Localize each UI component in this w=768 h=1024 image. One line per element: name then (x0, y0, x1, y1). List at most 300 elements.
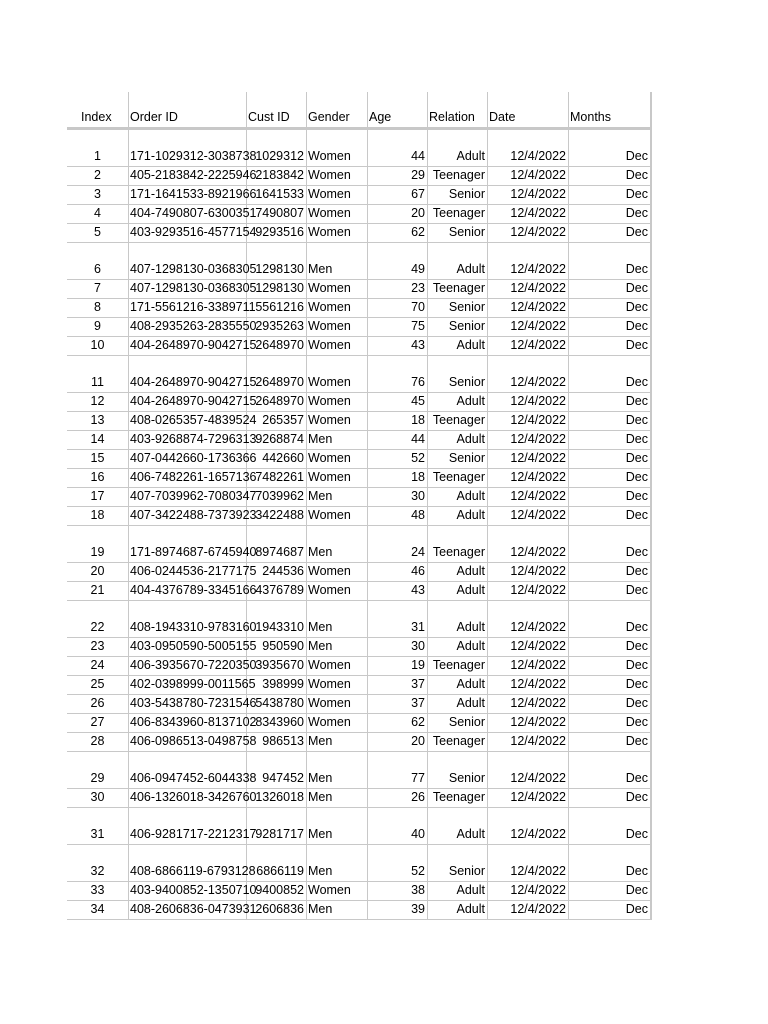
cell-age[interactable]: 18 (368, 469, 428, 487)
cell-date[interactable]: 12/4/2022 (488, 507, 569, 525)
cell-relation[interactable]: Teenager (428, 733, 488, 751)
cell-index[interactable]: 27 (90, 715, 105, 729)
header-cust-id[interactable]: Cust ID (247, 92, 307, 127)
cell-age[interactable]: 39 (368, 901, 428, 919)
cell-gender[interactable]: Men (307, 733, 368, 751)
cell-date[interactable]: 12/4/2022 (488, 714, 569, 732)
cell-date[interactable]: 12/4/2022 (488, 752, 569, 788)
table-row (67, 714, 652, 733)
cell-order-id[interactable]: 407-0442660-1736366 (128, 450, 247, 468)
cell-index[interactable]: 33 (90, 883, 105, 897)
cell-age[interactable]: 43 (368, 582, 428, 600)
cell-order-id[interactable]: 403-0950590-5005155 (128, 638, 247, 656)
cell-relation[interactable]: Senior (428, 318, 488, 336)
table-row (67, 469, 652, 488)
cell-index[interactable]: 31 (90, 827, 105, 841)
cell-relation[interactable]: Adult (428, 130, 488, 166)
table-row (67, 808, 652, 845)
cell-order-id[interactable]: 407-1298130-0368305 (128, 280, 247, 298)
cell-month[interactable]: Dec (569, 601, 652, 637)
cell-gender[interactable]: Women (307, 205, 368, 223)
table-row (67, 167, 652, 186)
cell-relation[interactable]: Teenager (428, 280, 488, 298)
cell-age[interactable]: 45 (368, 393, 428, 411)
cell-order-id[interactable]: 403-9268874-7296313 (128, 431, 247, 449)
cell-gender[interactable]: Men (307, 431, 368, 449)
cell-gender[interactable]: Women (307, 224, 368, 242)
cell-age[interactable]: 52 (368, 845, 428, 881)
cell-order-id[interactable]: 171-1029312-3038738 (128, 130, 247, 166)
cell-cust-id[interactable]: 265357 (247, 412, 307, 430)
cell-cust-id[interactable]: 5561216 (247, 299, 307, 317)
cell-index[interactable]: 25 (90, 677, 105, 691)
cell-order-id[interactable]: 171-1641533-8921966 (128, 186, 247, 204)
cell-order-id[interactable]: 404-2648970-9042715 (128, 393, 247, 411)
cell-cust-id[interactable]: 947452 (247, 752, 307, 788)
cell-cust-id[interactable]: 8974687 (247, 526, 307, 562)
cell-date[interactable]: 12/4/2022 (488, 450, 569, 468)
cell-order-id[interactable]: 406-1326018-3426760 (128, 789, 247, 807)
cell-cust-id[interactable]: 3935670 (247, 657, 307, 675)
cell-relation[interactable]: Adult (428, 901, 488, 919)
cell-date[interactable]: 12/4/2022 (488, 167, 569, 185)
cell-order-id[interactable]: 408-2935263-2835550 (128, 318, 247, 336)
header-gender[interactable]: Gender (307, 92, 368, 127)
cell-month[interactable]: Dec (569, 280, 652, 298)
cell-relation[interactable]: Adult (428, 243, 488, 279)
header-months[interactable]: Months (569, 92, 652, 127)
cell-index[interactable]: 34 (90, 902, 105, 916)
cell-gender[interactable]: Women (307, 657, 368, 675)
cell-age[interactable]: 29 (368, 167, 428, 185)
cell-relation[interactable]: Adult (428, 808, 488, 844)
cell-order-id[interactable]: 406-0986513-0498758 (128, 733, 247, 751)
cell-age[interactable]: 76 (368, 356, 428, 392)
cell-relation[interactable]: Senior (428, 845, 488, 881)
cell-cust-id[interactable]: 3422488 (247, 507, 307, 525)
cell-gender[interactable]: Women (307, 714, 368, 732)
cell-month[interactable]: Dec (569, 337, 652, 355)
cell-gender[interactable]: Women (307, 280, 368, 298)
header-relation[interactable]: Relation (428, 92, 488, 127)
cell-order-id[interactable]: 171-8974687-6745940 (128, 526, 247, 562)
cell-age[interactable]: 20 (368, 205, 428, 223)
cell-date[interactable]: 12/4/2022 (488, 337, 569, 355)
cell-relation[interactable]: Senior (428, 299, 488, 317)
cell-age[interactable]: 62 (368, 714, 428, 732)
cell-order-id[interactable]: 403-9293516-4577154 (128, 224, 247, 242)
cell-cust-id[interactable]: 950590 (247, 638, 307, 656)
cell-relation[interactable]: Teenager (428, 657, 488, 675)
cell-age[interactable]: 26 (368, 789, 428, 807)
cell-relation[interactable]: Senior (428, 224, 488, 242)
cell-relation[interactable]: Senior (428, 186, 488, 204)
cell-month[interactable]: Dec (569, 507, 652, 525)
cell-age[interactable]: 19 (368, 657, 428, 675)
cell-order-id[interactable]: 405-2183842-2225946 (128, 167, 247, 185)
cell-cust-id[interactable]: 7482261 (247, 469, 307, 487)
cell-date[interactable]: 12/4/2022 (488, 318, 569, 336)
cell-index[interactable]: 8 (94, 300, 101, 314)
cell-month[interactable]: Dec (569, 845, 652, 881)
cell-gender[interactable]: Women (307, 582, 368, 600)
cell-index[interactable]: 21 (90, 583, 105, 597)
cell-relation[interactable]: Teenager (428, 789, 488, 807)
cell-relation[interactable]: Adult (428, 507, 488, 525)
cell-gender[interactable]: Men (307, 808, 368, 844)
header-age[interactable]: Age (368, 92, 428, 127)
cell-date[interactable]: 12/4/2022 (488, 789, 569, 807)
table-row (67, 657, 652, 676)
cell-date[interactable]: 12/4/2022 (488, 882, 569, 900)
cell-gender[interactable]: Women (307, 469, 368, 487)
cell-order-id[interactable]: 407-3422488-7373923 (128, 507, 247, 525)
cell-relation[interactable]: Adult (428, 638, 488, 656)
cell-index[interactable]: 3 (94, 187, 101, 201)
table-row (67, 676, 652, 695)
cell-relation[interactable]: Senior (428, 714, 488, 732)
cell-index[interactable]: 32 (90, 864, 105, 878)
cell-age[interactable]: 20 (368, 733, 428, 751)
table-row (67, 130, 652, 167)
cell-cust-id[interactable]: 2648970 (247, 393, 307, 411)
cell-date[interactable]: 12/4/2022 (488, 657, 569, 675)
cell-gender[interactable]: Men (307, 752, 368, 788)
cell-date[interactable]: 12/4/2022 (488, 393, 569, 411)
cell-month[interactable]: Dec (569, 714, 652, 732)
cell-cust-id[interactable]: 4376789 (247, 582, 307, 600)
cell-relation[interactable]: Teenager (428, 526, 488, 562)
cell-month[interactable]: Dec (569, 733, 652, 751)
cell-index[interactable]: 4 (94, 206, 101, 220)
cell-order-id[interactable]: 407-7039962-7080347 (128, 488, 247, 506)
cell-month[interactable]: Dec (569, 808, 652, 844)
cell-age[interactable]: 40 (368, 808, 428, 844)
cell-cust-id[interactable]: 6866119 (247, 845, 307, 881)
cell-order-id[interactable]: 408-1943310-9783160 (128, 601, 247, 637)
cell-order-id[interactable]: 404-2648970-9042715 (128, 356, 247, 392)
cell-index[interactable]: 10 (90, 338, 105, 352)
table-row (67, 845, 652, 882)
cell-relation[interactable]: Adult (428, 695, 488, 713)
table-row (67, 901, 652, 920)
cell-date[interactable]: 12/4/2022 (488, 186, 569, 204)
cell-relation[interactable]: Teenager (428, 205, 488, 223)
table-row (67, 789, 652, 808)
cell-age[interactable]: 37 (368, 676, 428, 694)
cell-order-id[interactable]: 404-4376789-3345166 (128, 582, 247, 600)
cell-index[interactable]: 9 (94, 319, 101, 333)
cell-age[interactable]: 49 (368, 243, 428, 279)
cell-index[interactable]: 22 (90, 620, 105, 634)
cell-month[interactable]: Dec (569, 130, 652, 166)
cell-month[interactable]: Dec (569, 582, 652, 600)
cell-age[interactable]: 52 (368, 450, 428, 468)
cell-relation[interactable]: Adult (428, 393, 488, 411)
table-row (67, 450, 652, 469)
cell-gender[interactable]: Men (307, 488, 368, 506)
cell-order-id[interactable]: 406-8343960-8137102 (128, 714, 247, 732)
cell-month[interactable]: Dec (569, 657, 652, 675)
cell-index[interactable]: 5 (94, 225, 101, 239)
cell-date[interactable]: 12/4/2022 (488, 280, 569, 298)
cell-age[interactable]: 77 (368, 752, 428, 788)
cell-month[interactable]: Dec (569, 412, 652, 430)
cell-gender[interactable]: Men (307, 845, 368, 881)
cell-age[interactable]: 48 (368, 507, 428, 525)
cell-age[interactable]: 38 (368, 882, 428, 900)
cell-index[interactable]: 30 (90, 790, 105, 804)
cell-order-id[interactable]: 404-2648970-9042715 (128, 337, 247, 355)
cell-cust-id[interactable]: 2183842 (247, 167, 307, 185)
cell-cust-id[interactable]: 2935263 (247, 318, 307, 336)
cell-cust-id[interactable]: 244536 (247, 563, 307, 581)
cell-date[interactable]: 12/4/2022 (488, 299, 569, 317)
cell-gender[interactable]: Women (307, 299, 368, 317)
table-body (67, 130, 652, 920)
cell-date[interactable]: 12/4/2022 (488, 582, 569, 600)
cell-index[interactable]: 28 (90, 734, 105, 748)
cell-month[interactable]: Dec (569, 243, 652, 279)
cell-gender[interactable]: Women (307, 695, 368, 713)
cell-index[interactable]: 14 (90, 432, 105, 446)
cell-index[interactable]: 29 (90, 771, 105, 785)
table-row (67, 601, 652, 638)
cell-relation[interactable]: Adult (428, 431, 488, 449)
cell-index[interactable]: 11 (91, 375, 104, 389)
cell-order-id[interactable]: 406-7482261-1657136 (128, 469, 247, 487)
cell-date[interactable]: 12/4/2022 (488, 469, 569, 487)
cell-date[interactable]: 12/4/2022 (488, 526, 569, 562)
cell-month[interactable]: Dec (569, 901, 652, 919)
cell-date[interactable]: 12/4/2022 (488, 733, 569, 751)
cell-month[interactable]: Dec (569, 638, 652, 656)
cell-cust-id[interactable]: 9293516 (247, 224, 307, 242)
cell-date[interactable]: 12/4/2022 (488, 412, 569, 430)
cell-date[interactable]: 12/4/2022 (488, 845, 569, 881)
cell-date[interactable]: 12/4/2022 (488, 356, 569, 392)
cell-relation[interactable]: Adult (428, 337, 488, 355)
cell-gender[interactable]: Men (307, 901, 368, 919)
cell-cust-id[interactable]: 1029312 (247, 130, 307, 166)
cell-age[interactable]: 37 (368, 695, 428, 713)
cell-gender[interactable]: Women (307, 337, 368, 355)
cell-age[interactable]: 31 (368, 601, 428, 637)
cell-cust-id[interactable]: 2648970 (247, 337, 307, 355)
cell-date[interactable]: 12/4/2022 (488, 638, 569, 656)
cell-date[interactable]: 12/4/2022 (488, 563, 569, 581)
cell-cust-id[interactable]: 1298130 (247, 243, 307, 279)
cell-gender[interactable]: Men (307, 526, 368, 562)
cell-cust-id[interactable]: 1326018 (247, 789, 307, 807)
cell-month[interactable]: Dec (569, 882, 652, 900)
cell-order-id[interactable]: 408-0265357-4839524 (128, 412, 247, 430)
cell-index[interactable]: 24 (90, 658, 105, 672)
cell-gender[interactable]: Men (307, 243, 368, 279)
cell-gender[interactable]: Women (307, 412, 368, 430)
cell-relation[interactable]: Adult (428, 488, 488, 506)
cell-order-id[interactable]: 408-2606836-0473931 (128, 901, 247, 919)
cell-cust-id[interactable]: 986513 (247, 733, 307, 751)
table-row (67, 526, 652, 563)
cell-index[interactable]: 19 (90, 545, 105, 559)
cell-month[interactable]: Dec (569, 488, 652, 506)
cell-age[interactable]: 70 (368, 299, 428, 317)
cell-gender[interactable]: Women (307, 563, 368, 581)
cell-cust-id[interactable]: 398999 (247, 676, 307, 694)
cell-index[interactable]: 12 (90, 394, 105, 408)
cell-cust-id[interactable]: 2648970 (247, 356, 307, 392)
cell-gender[interactable]: Women (307, 167, 368, 185)
cell-month[interactable]: Dec (569, 752, 652, 788)
cell-date[interactable]: 12/4/2022 (488, 243, 569, 279)
cell-date[interactable]: 12/4/2022 (488, 676, 569, 694)
cell-age[interactable]: 30 (368, 488, 428, 506)
cell-age[interactable]: 43 (368, 337, 428, 355)
cell-gender[interactable]: Women (307, 186, 368, 204)
cell-index[interactable]: 16 (90, 470, 105, 484)
cell-cust-id[interactable]: 1943310 (247, 601, 307, 637)
cell-cust-id[interactable]: 2606836 (247, 901, 307, 919)
table-row (67, 243, 652, 280)
cell-month[interactable]: Dec (569, 186, 652, 204)
cell-index[interactable]: 2 (94, 168, 101, 182)
cell-date[interactable]: 12/4/2022 (488, 224, 569, 242)
cell-date[interactable]: 12/4/2022 (488, 130, 569, 166)
cell-order-id[interactable]: 406-0947452-6044338 (128, 752, 247, 788)
cell-age[interactable]: 30 (368, 638, 428, 656)
cell-date[interactable]: 12/4/2022 (488, 431, 569, 449)
cell-month[interactable]: Dec (569, 676, 652, 694)
cell-month[interactable]: Dec (569, 167, 652, 185)
cell-month[interactable]: Dec (569, 526, 652, 562)
cell-gender[interactable]: Women (307, 507, 368, 525)
cell-month[interactable]: Dec (569, 224, 652, 242)
cell-month[interactable]: Dec (569, 393, 652, 411)
table-row (67, 638, 652, 657)
cell-month[interactable]: Dec (569, 563, 652, 581)
cell-cust-id[interactable]: 9281717 (247, 808, 307, 844)
cell-cust-id[interactable]: 5438780 (247, 695, 307, 713)
cell-relation[interactable]: Senior (428, 450, 488, 468)
cell-gender[interactable]: Men (307, 789, 368, 807)
cell-age[interactable]: 62 (368, 224, 428, 242)
cell-order-id[interactable]: 406-9281717-2212317 (128, 808, 247, 844)
cell-index[interactable]: 17 (90, 489, 105, 503)
cell-age[interactable]: 18 (368, 412, 428, 430)
cell-order-id[interactable]: 403-5438780-7231546 (128, 695, 247, 713)
cell-cust-id[interactable]: 7490807 (247, 205, 307, 223)
cell-month[interactable]: Dec (569, 431, 652, 449)
cell-order-id[interactable]: 408-6866119-6793128 (128, 845, 247, 881)
table-row (67, 299, 652, 318)
cell-cust-id[interactable]: 1298130 (247, 280, 307, 298)
cell-month[interactable]: Dec (569, 695, 652, 713)
cell-date[interactable]: 12/4/2022 (488, 808, 569, 844)
table-row (67, 507, 652, 526)
cell-cust-id[interactable]: 8343960 (247, 714, 307, 732)
cell-order-id[interactable]: 406-3935670-7220350 (128, 657, 247, 675)
cell-relation[interactable]: Teenager (428, 167, 488, 185)
table-row (67, 882, 652, 901)
cell-month[interactable]: Dec (569, 789, 652, 807)
cell-relation[interactable]: Adult (428, 582, 488, 600)
cell-order-id[interactable]: 403-9400852-1350710 (128, 882, 247, 900)
cell-cust-id[interactable]: 1641533 (247, 186, 307, 204)
cell-relation[interactable]: Adult (428, 676, 488, 694)
cell-cust-id[interactable]: 9400852 (247, 882, 307, 900)
cell-gender[interactable]: Women (307, 450, 368, 468)
table-row (67, 733, 652, 752)
header-index[interactable]: Index (81, 110, 112, 124)
cell-cust-id[interactable]: 7039962 (247, 488, 307, 506)
cell-month[interactable]: Dec (569, 469, 652, 487)
cell-gender[interactable]: Men (307, 638, 368, 656)
cell-month[interactable]: Dec (569, 450, 652, 468)
cell-index[interactable]: 18 (90, 508, 105, 522)
cell-relation[interactable]: Adult (428, 563, 488, 581)
cell-date[interactable]: 12/4/2022 (488, 488, 569, 506)
cell-age[interactable]: 67 (368, 186, 428, 204)
cell-month[interactable]: Dec (569, 205, 652, 223)
cell-relation[interactable]: Senior (428, 356, 488, 392)
cell-relation[interactable]: Adult (428, 601, 488, 637)
cell-index[interactable]: 26 (90, 696, 105, 710)
cell-date[interactable]: 12/4/2022 (488, 205, 569, 223)
cell-gender[interactable]: Women (307, 882, 368, 900)
cell-gender[interactable]: Women (307, 130, 368, 166)
cell-date[interactable]: 12/4/2022 (488, 695, 569, 713)
cell-index[interactable]: 1 (94, 149, 101, 163)
cell-relation[interactable]: Senior (428, 752, 488, 788)
cell-order-id[interactable]: 404-7490807-6300351 (128, 205, 247, 223)
cell-age[interactable]: 24 (368, 526, 428, 562)
cell-gender[interactable]: Women (307, 393, 368, 411)
cell-index[interactable]: 20 (90, 564, 105, 578)
header-order-id[interactable]: Order ID (128, 92, 247, 127)
cell-age[interactable]: 44 (368, 431, 428, 449)
cell-age[interactable]: 46 (368, 563, 428, 581)
cell-gender[interactable]: Men (307, 601, 368, 637)
cell-index[interactable]: 23 (90, 639, 105, 653)
cell-date[interactable]: 12/4/2022 (488, 901, 569, 919)
cell-month[interactable]: Dec (569, 299, 652, 317)
cell-order-id[interactable]: 406-0244536-2177175 (128, 563, 247, 581)
header-date[interactable]: Date (488, 92, 569, 127)
cell-index[interactable]: 15 (90, 451, 105, 465)
cell-order-id[interactable]: 407-1298130-0368305 (128, 243, 247, 279)
cell-gender[interactable]: Women (307, 318, 368, 336)
cell-relation[interactable]: Adult (428, 882, 488, 900)
cell-gender[interactable]: Women (307, 356, 368, 392)
cell-relation[interactable]: Teenager (428, 412, 488, 430)
cell-relation[interactable]: Teenager (428, 469, 488, 487)
cell-gender[interactable]: Women (307, 676, 368, 694)
cell-month[interactable]: Dec (569, 356, 652, 392)
cell-order-id[interactable]: 171-5561216-3389711 (128, 299, 247, 317)
cell-order-id[interactable]: 402-0398999-0011565 (128, 676, 247, 694)
cell-month[interactable]: Dec (569, 318, 652, 336)
cell-date[interactable]: 12/4/2022 (488, 601, 569, 637)
cell-cust-id[interactable]: 442660 (247, 450, 307, 468)
cell-age[interactable]: 44 (368, 130, 428, 166)
cell-age[interactable]: 75 (368, 318, 428, 336)
cell-cust-id[interactable]: 9268874 (247, 431, 307, 449)
cell-index[interactable]: 13 (90, 413, 105, 427)
cell-index[interactable]: 7 (94, 281, 101, 295)
cell-age[interactable]: 23 (368, 280, 428, 298)
cell-index[interactable]: 6 (94, 262, 101, 276)
